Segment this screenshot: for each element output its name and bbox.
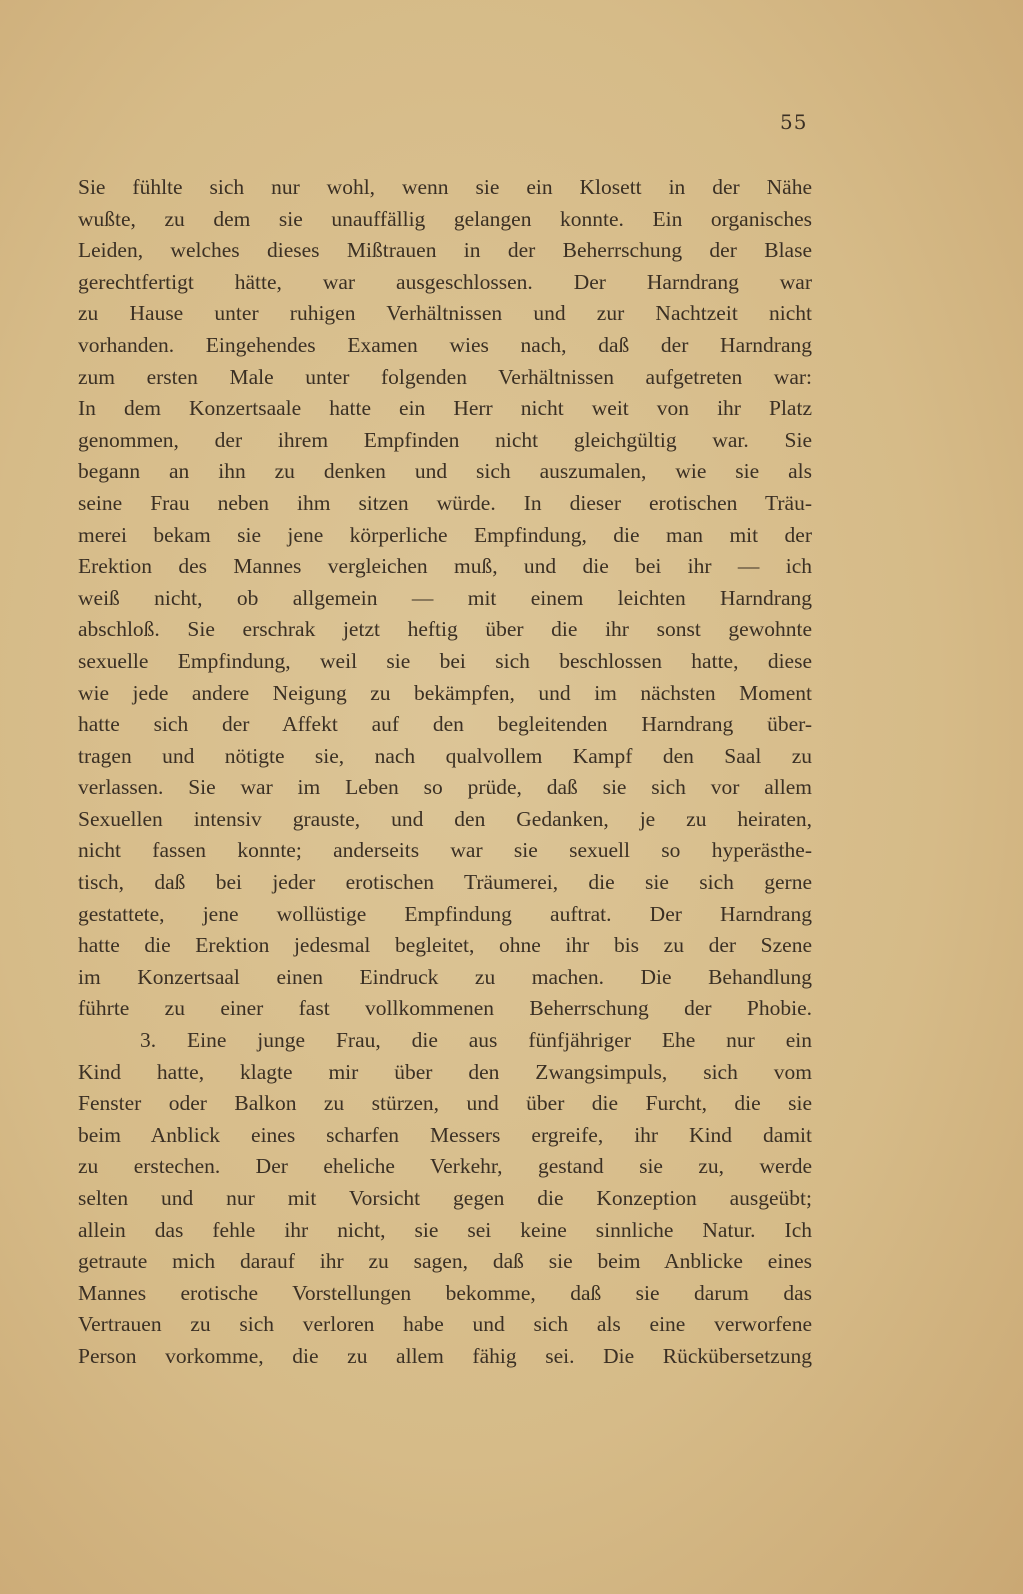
text-line: [78, 1088, 812, 1120]
text-line: [78, 330, 812, 362]
text-line-content: Person vorkomme, die zu allem fähig sei. Die Rückübersetzung: [78, 1343, 812, 1368]
text-line: [78, 362, 812, 394]
body-text: [78, 172, 812, 1373]
text-line: [78, 614, 812, 646]
text-line-content: Erektion des Mannes vergleichen muß, und die bei ihr — ich: [78, 554, 812, 579]
text-line: [78, 867, 812, 899]
page-number: 55: [780, 110, 808, 134]
text-line: [78, 1025, 812, 1057]
text-line: [78, 962, 812, 994]
text-line-content: begann an ihn zu denken und sich auszumalen, wie sie als: [78, 459, 812, 484]
text-line-content: vorhanden. Eingehendes Examen wies nach, daß der Harndrang: [78, 332, 812, 357]
text-line-content: Kind hatte, klagte mir über den Zwangsimpuls, sich vom: [78, 1059, 812, 1084]
text-line: [78, 835, 812, 867]
text-line: [78, 1278, 812, 1310]
text-line-content: abschloß. Sie erschrak jetzt heftig über die ihr sonst gewohnte: [78, 617, 812, 642]
text-line: [78, 772, 812, 804]
text-line-content: führte zu einer fast vollkommenen Beherrschung der Phobie.: [78, 996, 812, 1021]
text-line: [78, 488, 812, 520]
text-line-content: In dem Konzertsaale hatte ein Herr nicht weit von ihr Platz: [78, 396, 812, 421]
text-line-content: sexuelle Empfindung, weil sie bei sich beschlossen hatte, diese: [78, 648, 812, 673]
text-line: [78, 1246, 812, 1278]
text-line: [78, 267, 812, 299]
text-line: [78, 1120, 812, 1152]
text-line-content: tisch, daß bei jeder erotischen Träumerei, die sie sich gerne: [78, 870, 812, 895]
text-line: [78, 899, 812, 931]
text-line: [78, 709, 812, 741]
text-line: [78, 930, 812, 962]
text-line-content: beim Anblick eines scharfen Messers ergreife, ihr Kind damit: [78, 1122, 812, 1147]
text-line-content: 3. Eine junge Frau, die aus fünfjähriger Ehe nur ein: [140, 1028, 812, 1053]
text-line: [78, 646, 812, 678]
text-line: [78, 583, 812, 615]
text-line: [78, 1215, 812, 1247]
text-line-content: getraute mich darauf ihr zu sagen, daß sie beim Anblicke eines: [78, 1249, 812, 1274]
text-line-content: im Konzertsaal einen Eindruck zu machen. Die Behandlung: [78, 964, 812, 989]
text-line: [78, 520, 812, 552]
text-line-content: wußte, zu dem sie unauffällig gelangen konnte. Ein organisches: [78, 206, 812, 231]
text-line-content: Leiden, welches dieses Mißtrauen in der Beherrschung der Blase: [78, 238, 812, 263]
text-line: [78, 551, 812, 583]
text-line: [78, 1057, 812, 1089]
text-line-content: zum ersten Male unter folgenden Verhältnissen aufgetreten war:: [78, 364, 812, 389]
text-line: [78, 456, 812, 488]
text-line-content: Sie fühlte sich nur wohl, wenn sie ein Klosett in der Nähe: [78, 175, 812, 199]
text-line-content: Fenster oder Balkon zu stürzen, und über die Furcht, die sie: [78, 1091, 812, 1116]
text-line: [78, 425, 812, 457]
text-line: [78, 298, 812, 330]
text-line-content: tragen und nötigte sie, nach qualvollem Kampf den Saal zu: [78, 743, 812, 768]
text-line-content: hatte die Erektion jedesmal begleitet, ohne ihr bis zu der Szene: [78, 933, 812, 958]
text-line-content: wie jede andere Neigung zu bekämpfen, und im nächsten Moment: [78, 680, 812, 705]
text-line-content: genommen, der ihrem Empfinden nicht gleichgültig war. Sie: [78, 427, 812, 452]
text-line-content: zu erstechen. Der eheliche Verkehr, gestand sie zu, werde: [78, 1154, 812, 1179]
text-line-content: gerechtfertigt hätte, war ausgeschlossen. Der Harndrang war: [78, 269, 812, 294]
text-line-content: Mannes erotische Vorstellungen bekomme, daß sie darum das: [78, 1280, 812, 1305]
text-line: [78, 172, 812, 204]
text-line-content: nicht fassen konnte; anderseits war sie sexuell so hyperästhe-: [78, 838, 812, 863]
text-line-content: allein das fehle ihr nicht, sie sei keine sinnliche Natur. Ich: [78, 1217, 812, 1242]
text-line: [78, 804, 812, 836]
text-line-content: Sexuellen intensiv grauste, und den Gedanken, je zu heiraten,: [78, 806, 812, 831]
text-line-content: gestattete, jene wollüstige Empfindung auftrat. Der Harndrang: [78, 901, 812, 926]
text-line: [78, 741, 812, 773]
text-line-content: Vertrauen zu sich verloren habe und sich als eine verworfene: [78, 1312, 812, 1337]
text-line: [78, 204, 812, 236]
text-line: [78, 1151, 812, 1183]
text-line: [78, 1309, 812, 1341]
text-line: [78, 1183, 812, 1215]
text-line: [78, 235, 812, 267]
text-line-content: merei bekam sie jene körperliche Empfindung, die man mit der: [78, 522, 812, 547]
text-line-content: zu Hause unter ruhigen Verhältnissen und zur Nachtzeit nicht: [78, 301, 812, 326]
text-line-content: selten und nur mit Vorsicht gegen die Konzeption ausgeübt;: [78, 1186, 812, 1210]
text-line-content: verlassen. Sie war im Leben so prüde, daß sie sich vor allem: [78, 775, 812, 800]
text-line: [78, 1341, 812, 1373]
text-line: [78, 678, 812, 710]
text-line: [78, 993, 812, 1025]
text-line-content: hatte sich der Affekt auf den begleitenden Harndrang über-: [78, 712, 812, 737]
text-line: [78, 393, 812, 425]
text-line-content: weiß nicht, ob allgemein — mit einem leichten Harndrang: [78, 585, 812, 610]
text-line-content: seine Frau neben ihm sitzen würde. In dieser erotischen Träu-: [78, 490, 812, 515]
